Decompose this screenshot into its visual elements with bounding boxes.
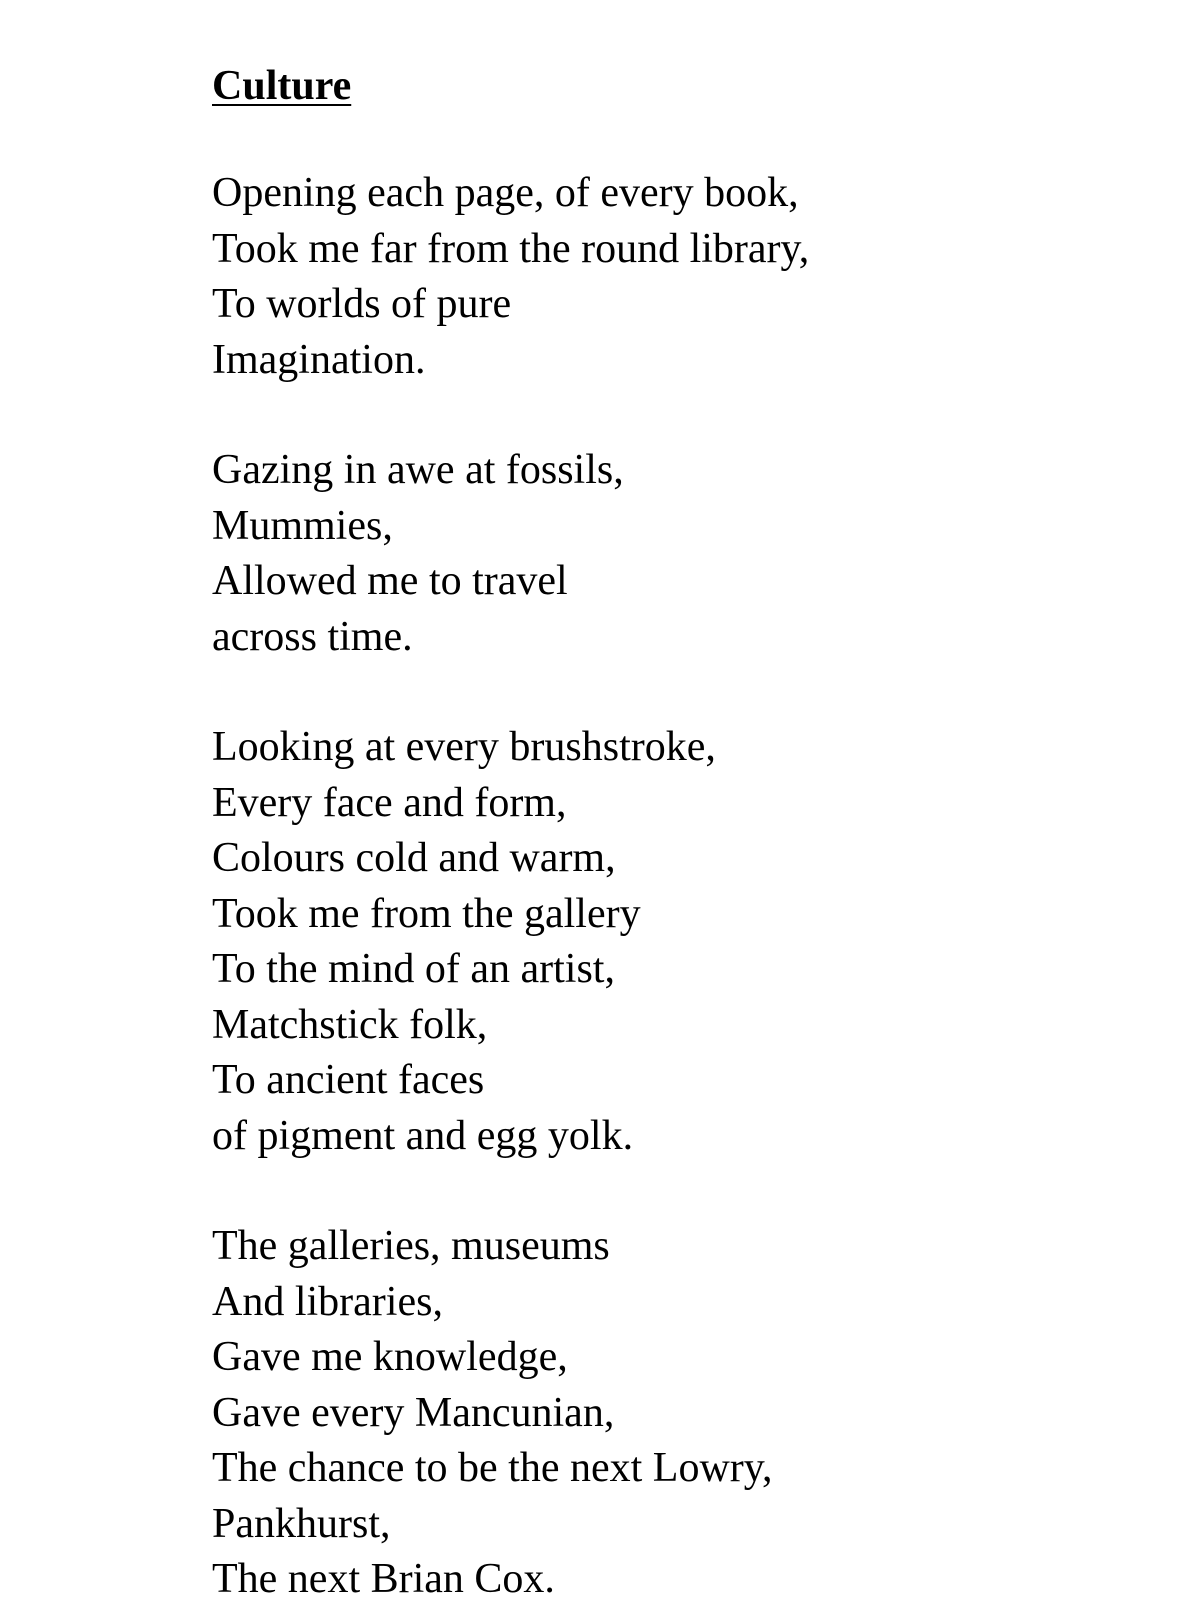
poem-line: Pankhurst, xyxy=(212,1500,391,1547)
poem-line: Gave me knowledge, xyxy=(212,1334,568,1380)
poem-line: To ancient faces xyxy=(212,1057,485,1103)
poem-line: Allowed me to travel xyxy=(212,558,568,604)
poem-line: Took me from the gallery xyxy=(212,890,641,937)
poem-line: The chance to be the next Lowry, xyxy=(212,1445,773,1491)
poem-line: Every face and form, xyxy=(212,779,567,826)
poem-line: The next Brian Cox. xyxy=(212,1556,555,1602)
poem-line: Matchstick folk, xyxy=(212,1001,488,1048)
poem-line: The galleries, museums xyxy=(212,1223,610,1269)
stanza xyxy=(212,1219,1112,1608)
poem-line: Gazing in awe at fossils, xyxy=(212,447,624,493)
poem-line: across time. xyxy=(212,613,413,660)
stanza xyxy=(212,443,1112,665)
stanza xyxy=(212,166,1112,388)
poem-page xyxy=(212,60,1112,1608)
poem-line: Mummies, xyxy=(212,502,393,549)
poem-line: Looking at every brushstroke, xyxy=(212,724,716,770)
poem-line: To worlds of pure xyxy=(212,281,512,327)
poem-line: To the mind of an artist, xyxy=(212,946,615,992)
poem-line: Colours cold and warm, xyxy=(212,835,616,881)
poem-line: And libraries, xyxy=(212,1278,443,1325)
poem-line: Imagination. xyxy=(212,336,426,383)
poem-line: Opening each page, of every book, xyxy=(212,170,799,216)
poem-line: Took me far from the round library, xyxy=(212,225,810,272)
poem-title: Culture xyxy=(212,63,352,109)
poem-line: of pigment and egg yolk. xyxy=(212,1112,634,1159)
stanza xyxy=(212,720,1112,1164)
poem-line: Gave every Mancunian, xyxy=(212,1389,615,1436)
